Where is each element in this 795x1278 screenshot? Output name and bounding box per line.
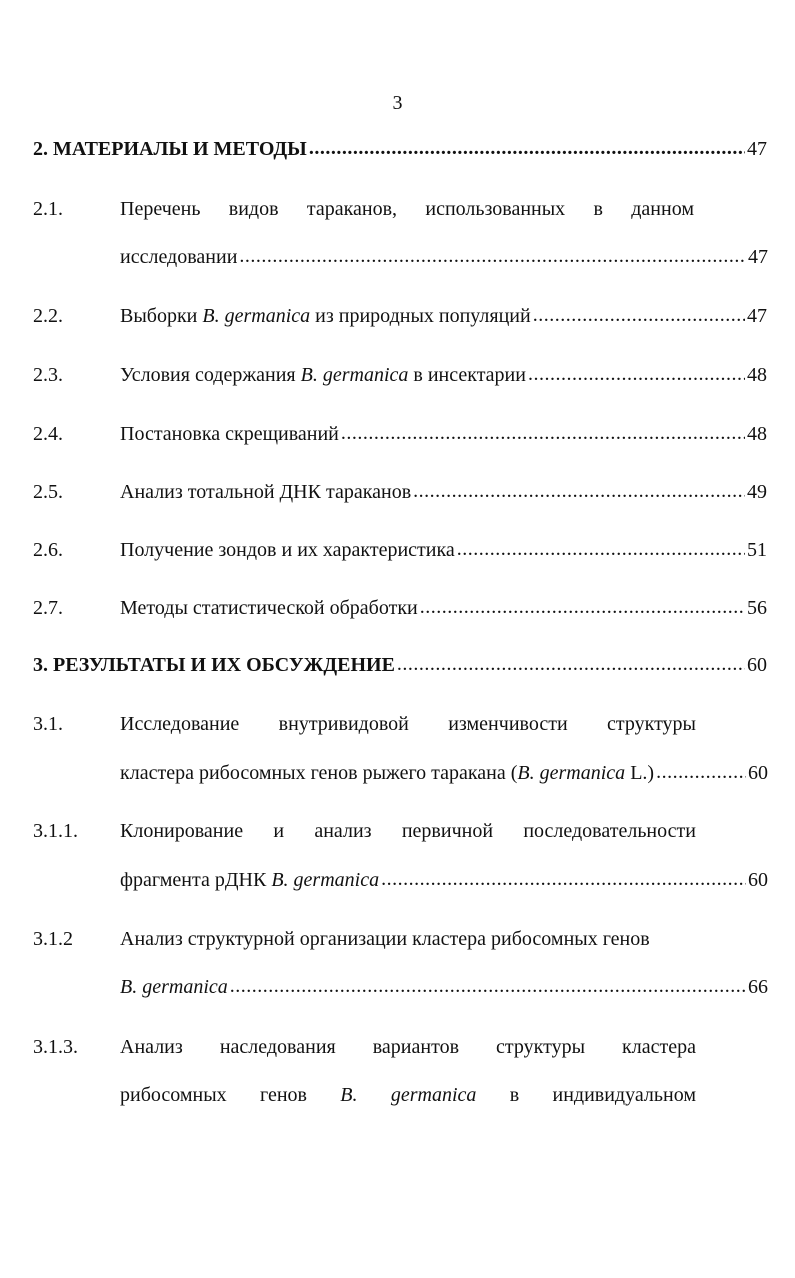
toc-number: 2.5. xyxy=(33,481,63,503)
toc-word: индивидуальном xyxy=(552,1084,696,1106)
toc-page: 49 xyxy=(747,481,767,503)
toc-title: Условия содержания B. germanica в инсектарии xyxy=(120,364,526,386)
toc-word: germanica xyxy=(390,1084,477,1106)
toc-entry-2-4[interactable] xyxy=(120,420,767,448)
toc-word: видов xyxy=(228,198,279,220)
toc-entry-3-1-1-line2[interactable] xyxy=(120,866,768,894)
toc-entry-2-1-line2[interactable] xyxy=(120,243,768,271)
toc-entry-3-1-line1[interactable] xyxy=(120,710,696,738)
dot-leader xyxy=(533,301,745,329)
toc-entry-2-6[interactable] xyxy=(120,536,767,564)
toc-title: кластера рибосомных генов рыжего таракана (B. germanica L.) xyxy=(120,762,655,784)
toc-entry-2-2[interactable] xyxy=(120,302,767,330)
toc-number: 2.6. xyxy=(33,539,63,561)
toc-entry-3-1-3-line1[interactable] xyxy=(120,1033,696,1061)
toc-title: 3. РЕЗУЛЬТАТЫ И ИХ ОБСУЖДЕНИЕ xyxy=(33,654,395,676)
toc-word: анализ xyxy=(314,820,372,842)
toc-title: B. germanica xyxy=(120,976,228,998)
toc-entry-2-3[interactable] xyxy=(120,361,767,389)
toc-title: фрагмента рДНК B. germanica xyxy=(120,869,380,891)
toc-entry-section-3[interactable] xyxy=(33,651,767,679)
toc-word: Анализ xyxy=(120,1036,183,1058)
toc-title: Получение зондов и их характеристика xyxy=(120,539,455,561)
toc-title: 2. МАТЕРИАЛЫ И МЕТОДЫ xyxy=(33,138,307,160)
toc-number: 3.1.1. xyxy=(33,820,78,842)
toc-page: 48 xyxy=(747,423,767,445)
toc-page: 47 xyxy=(748,246,768,268)
toc-entry-2-7[interactable] xyxy=(120,594,767,622)
toc-number: 3.1.2 xyxy=(33,928,73,950)
toc-number: 2.7. xyxy=(33,597,63,619)
toc-word: данном xyxy=(631,198,694,220)
dot-leader xyxy=(309,134,745,162)
toc-page: 60 xyxy=(748,869,768,891)
toc-title: Постановка скрещиваний xyxy=(120,423,339,445)
toc-word: использованных xyxy=(425,198,566,220)
toc-word: структуры xyxy=(496,1036,586,1058)
toc-word: Клонирование xyxy=(120,820,244,842)
toc-entry-3-1-line2[interactable] xyxy=(120,759,768,787)
toc-title: Анализ тотальной ДНК тараканов xyxy=(120,481,412,503)
toc-word: последовательности xyxy=(523,820,696,842)
toc-word: наследования xyxy=(219,1036,336,1058)
dot-leader xyxy=(239,242,746,270)
toc-word: изменчивости xyxy=(448,713,568,735)
toc-title: исследовании xyxy=(120,246,238,268)
dot-leader xyxy=(230,972,746,1000)
toc-page: 47 xyxy=(747,138,767,160)
toc-entry-section-2[interactable] xyxy=(33,135,767,163)
dot-leader xyxy=(457,535,745,563)
page-number: 3 xyxy=(392,92,403,114)
toc-word: вариантов xyxy=(372,1036,460,1058)
toc-word: в xyxy=(509,1084,520,1106)
toc-title: Методы статистической обработки xyxy=(120,597,418,619)
toc-title: Выборки B. germanica из природных популяций xyxy=(120,305,531,327)
toc-word: Перечень xyxy=(120,198,201,220)
toc-entry-2-1-line1[interactable] xyxy=(120,195,694,223)
toc-number: 2.1. xyxy=(33,198,63,220)
toc-entry-2-5[interactable] xyxy=(120,478,767,506)
toc-word: тараканов, xyxy=(306,198,398,220)
toc-word: рибосомных xyxy=(120,1084,227,1106)
toc-word: первичной xyxy=(401,820,494,842)
toc-word: внутривидовой xyxy=(278,713,409,735)
toc-word: в xyxy=(593,198,603,220)
toc-page: 51 xyxy=(747,539,767,561)
toc-word: и xyxy=(273,820,285,842)
dot-leader xyxy=(341,419,745,447)
toc-page: 48 xyxy=(747,364,767,386)
toc-word: генов xyxy=(260,1084,307,1106)
toc-entry-3-1-2-line2[interactable] xyxy=(120,973,768,1001)
toc-number: 2.4. xyxy=(33,423,63,445)
toc-entry-3-1-1-line1[interactable] xyxy=(120,817,696,845)
dot-leader xyxy=(528,360,745,388)
toc-number: 3.1.3. xyxy=(33,1036,78,1058)
dot-leader xyxy=(381,865,746,893)
toc-page: 60 xyxy=(748,762,768,784)
toc-title: Анализ структурной организации кластера рибосомных генов xyxy=(120,928,650,950)
toc-word: кластера xyxy=(622,1036,696,1058)
toc-entry-3-1-2-line1[interactable] xyxy=(120,925,700,953)
toc-number: 2.2. xyxy=(33,305,63,327)
dot-leader xyxy=(413,477,745,505)
toc-word: структуры xyxy=(607,713,696,735)
dot-leader xyxy=(420,593,745,621)
toc-page: 47 xyxy=(747,305,767,327)
toc-page: 56 xyxy=(747,597,767,619)
toc-page: 66 xyxy=(748,976,768,998)
toc-number: 3.1. xyxy=(33,713,63,735)
toc-entry-3-1-3-line2[interactable] xyxy=(120,1081,696,1109)
dot-leader xyxy=(397,650,745,678)
toc-word: Исследование xyxy=(120,713,240,735)
dot-leader xyxy=(656,758,746,786)
toc-number: 2.3. xyxy=(33,364,63,386)
toc-page: 60 xyxy=(747,654,767,676)
toc-word: B. xyxy=(340,1084,358,1106)
